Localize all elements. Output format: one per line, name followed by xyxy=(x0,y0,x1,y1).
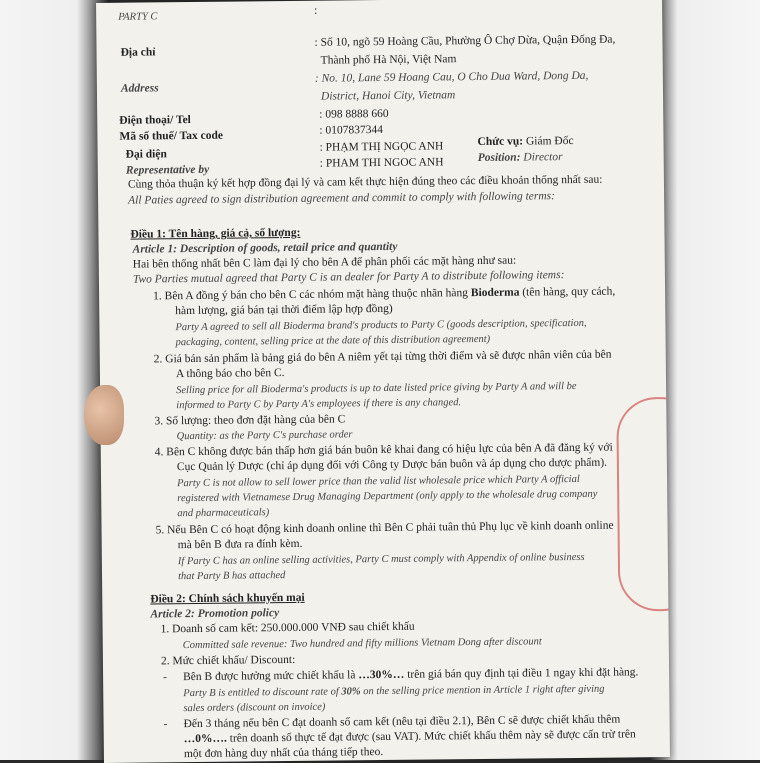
discount-vi-line1: Bên B được hưởng mức chiết khấu là …30%… trên giá bán quy định tại điều 1 ngay khi đặt hàng. xyxy=(183,666,639,684)
item5-en-line2: that Party B has attached xyxy=(177,570,286,583)
article1-intro-en: Two Parties mutual agreed that Party C is an dealer for Party A to distribute following items: xyxy=(132,269,565,286)
agree-vi: Cùng thỏa thuận ký kết hợp đồng đại lý và cam kết thực hiện đúng theo các điều khoản thống nhất sau: xyxy=(127,173,603,191)
rep-en-label: Representative by xyxy=(125,163,210,177)
item4-en-line2: registered with Vietnamese Drug Managing Department (only apply to the wholesale drug company xyxy=(177,488,598,505)
position-en xyxy=(478,151,563,165)
rep-en-value: : PHAM THI NGOC ANH xyxy=(319,156,444,170)
item1-vi-line1: 1. Bên A đồng ý bán cho bên C các nhóm mặt hàng thuộc nhãn hàng Bioderma (tên hàng, quy cách, xyxy=(153,285,616,303)
contract-page xyxy=(96,0,670,763)
position-vi xyxy=(477,135,573,149)
finger xyxy=(84,385,124,445)
discount-en-line2: sales orders (discount on invoice) xyxy=(183,701,326,715)
bonus-vi-line3: một đơn hàng duy nhất của tháng tiếp theo. xyxy=(183,746,384,761)
promo2-vi: 2. Mức chiết khấu/ Discount: xyxy=(160,653,296,668)
bonus-vi-line2: …0%…. trên doanh số thực tế đạt được (sau VAT). Mức chiết khấu thêm này sẽ được cấn trừ trên xyxy=(183,728,636,746)
address-en-label: Address xyxy=(120,82,159,95)
position-en-value: Director xyxy=(523,151,563,164)
article1-intro-vi: Hai bên thống nhất bên C làm đại lý cho bên A để phân phối các mặt hàng như sau: xyxy=(132,254,517,271)
background-left xyxy=(0,0,110,760)
address-vi-line1: : Số 10, ngõ 59 Hoàng Cầu, Phường Ô Chợ Dừa, Quận Đống Đa, xyxy=(314,33,616,49)
article1-title-en: Article 1: Description of goods, retail price and quantity xyxy=(132,240,398,256)
item4-en-line1: Party C is not allow to sell lower price than the valid list wholesale price which Party A official xyxy=(177,473,580,490)
item3-vi: 3. Số lượng: theo đơn đặt hàng của bên C xyxy=(154,413,346,428)
article2-title-vi: Điều 2: Chính sách khuyến mại xyxy=(150,591,305,606)
position-vi-value: Giám Đốc xyxy=(525,134,574,148)
colon: : xyxy=(314,4,318,17)
item2-en-line2: informed to Party C by Party A's employees if there is any changed. xyxy=(176,397,462,412)
discount-percent-en: 30% xyxy=(341,686,361,698)
article1-title-vi: Điều 1: Tên hàng, giá cả, số lượng: xyxy=(130,226,301,241)
item5-vi-line1: 5. Nếu Bên C có hoạt động kinh doanh online thì Bên C phải tuân thủ Phụ lục về kinh doanh online xyxy=(155,519,614,537)
address-en-line2: District, Hanoi City, Vietnam xyxy=(320,89,456,103)
position-en-label: Position: xyxy=(477,151,521,164)
promo1-vi: 1. Doanh số cam kết: 250.000.000 VNĐ sau chiết khấu xyxy=(160,620,415,636)
item5-vi-line2: mà bên B đưa ra đính kèm. xyxy=(177,537,303,552)
item4-vi-line1: 4. Bên C không được bán thấp hơn giá bán buôn kê khai đang có hiệu lực của bên A đã đăng ký với xyxy=(154,441,613,459)
address-vi-label: Địa chỉ xyxy=(120,46,156,59)
address-en-line1: : No. 10, Lane 59 Hoang Cau, O Cho Dua Ward, Dong Da, xyxy=(314,69,589,85)
item4-vi-line2: Cục Quản lý Dược (chỉ áp dụng đối với Công ty Dược bán buôn và áp dụng cho dược phẩm). xyxy=(176,456,608,474)
phone-label: Điện thoại/ Tel xyxy=(119,113,191,127)
article2-title-en: Article 2: Promotion policy xyxy=(150,607,280,621)
item2-vi-line2: A thông báo cho bên C. xyxy=(175,367,285,381)
discount-bullet-2: - xyxy=(163,718,168,731)
rep-vi-value: : PHẠM THỊ NGỌC ANH xyxy=(319,140,444,154)
item5-en-line1: If Party C has an online selling activities, Party C must comply with Appendix of online business xyxy=(177,551,585,568)
discount-bullet-1: - xyxy=(163,671,168,684)
item4-en-line3: and pharmaceuticals) xyxy=(177,507,270,520)
agree-en: All Paties agreed to sign distribution agreement and commit to comply with following terms: xyxy=(128,190,556,207)
bonus-vi-line1: Đến 3 tháng nếu bên C đạt doanh số cam kết (nêu tại điều 2.1), Bên C sẽ được chiết khấu thêm xyxy=(183,713,621,731)
item3-en: Quantity: as the Party C's purchase order xyxy=(176,429,353,443)
brand-name: Bioderma xyxy=(470,286,520,300)
red-stamp-seal xyxy=(616,397,670,612)
bonus-percent: …0%…. xyxy=(183,732,227,746)
tax-value: : 0107837344 xyxy=(319,123,384,137)
item1-en-line1: Party A agreed to sell all Bioderma brand's products to Party C (goods description, specification, xyxy=(175,317,587,334)
rep-vi-label: Đại diện xyxy=(125,148,167,161)
party-label: PARTY C xyxy=(118,11,158,23)
item2-en-line1: Selling price for all Bioderma's products is up to date listed price giving by Party A and will be xyxy=(176,380,577,397)
position-vi-label: Chức vụ: xyxy=(477,135,524,148)
item1-vi-line2: hàm lượng, giá bán tại thời điểm lập hợp đồng) xyxy=(175,302,393,318)
address-vi-line2: Thành phố Hà Nội, Việt Nam xyxy=(320,53,457,67)
promo1-en: Committed sale revenue: Two hundred and fifty millions Vietnam Dong after discount xyxy=(182,636,542,652)
item1-en-line2: packaging, content, selling price at the date of this distribution agreement) xyxy=(175,333,491,349)
phone-value: : 098 8888 660 xyxy=(319,107,389,121)
discount-en-line1: Party B is entitled to discount rate of 30% on the selling price mention in Article 1 right after giving xyxy=(183,683,605,700)
tax-label: Mã số thuế/ Tax code xyxy=(119,129,224,143)
discount-percent-vi: …30%… xyxy=(358,668,405,682)
item2-vi-line1: 2. Giá bán sản phẩm là bảng giá do bên A niêm yết tại từng thời điểm và sẽ được nhân viên của bên xyxy=(153,348,612,366)
